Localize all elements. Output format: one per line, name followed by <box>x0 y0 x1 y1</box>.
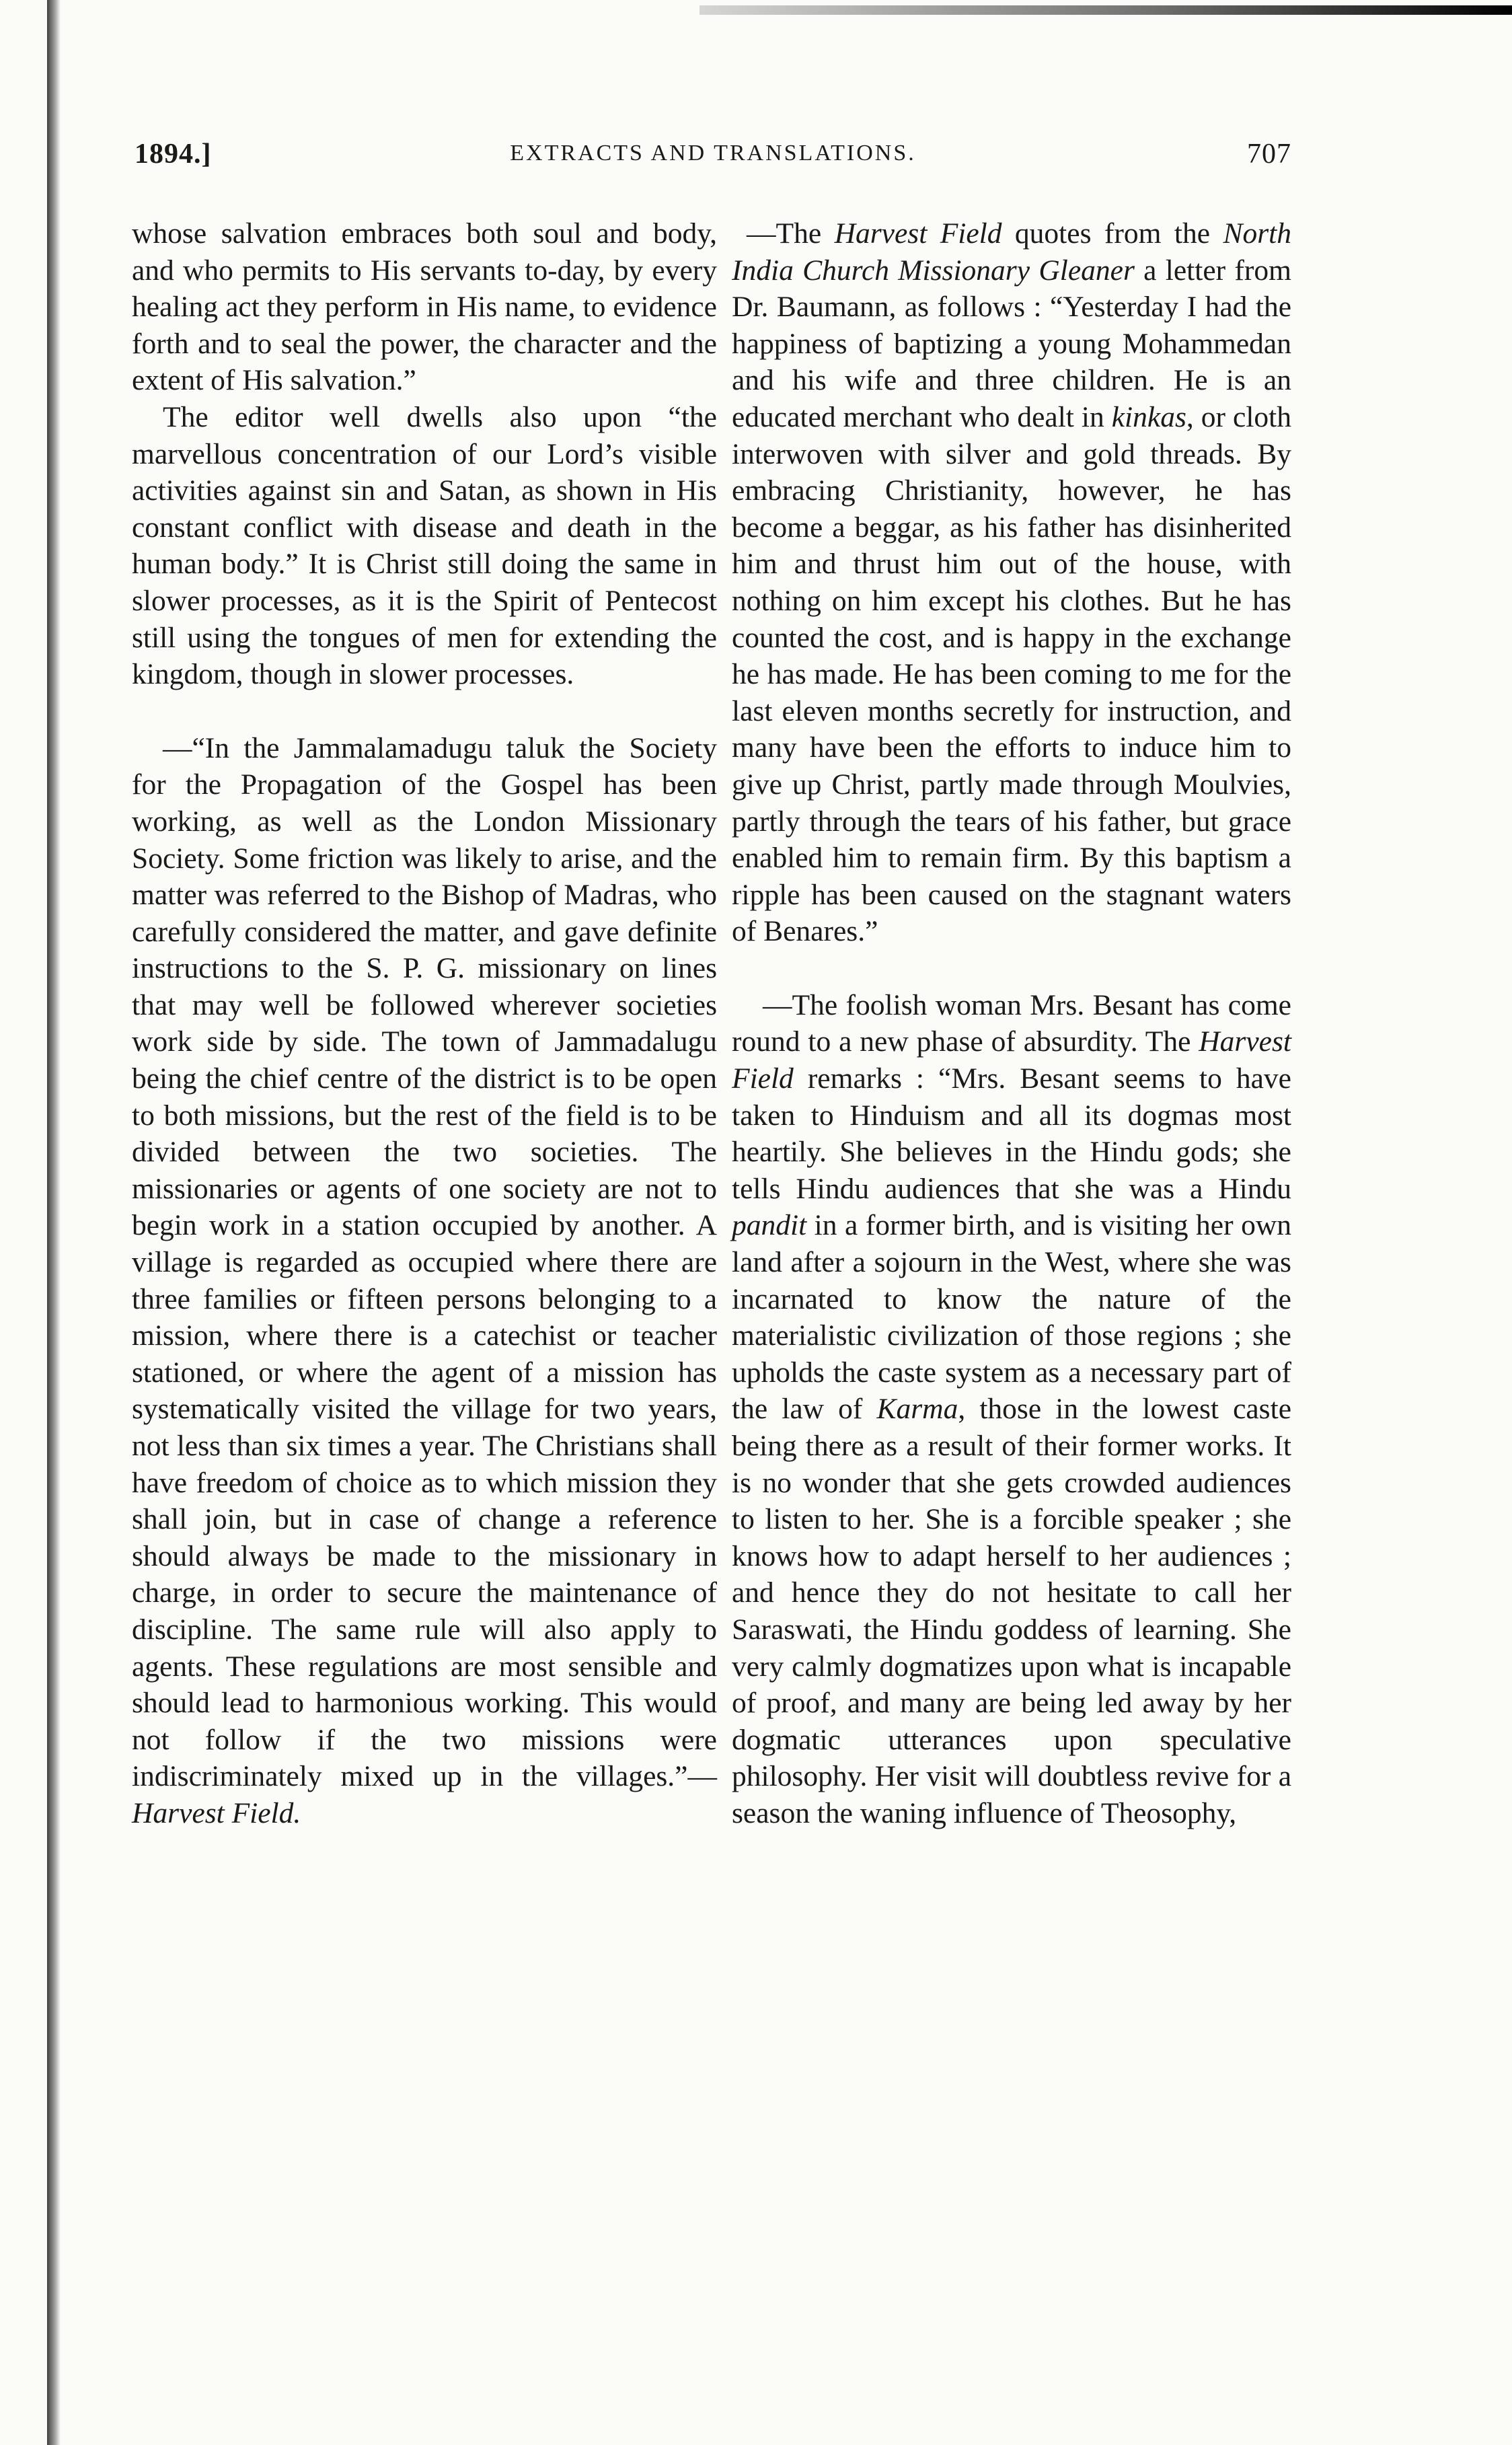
publication-title: Harvest Field <box>834 217 1002 250</box>
text-run: —The foolish woman Mrs. Besant has come round to a new phase of absurdity. The <box>732 988 1291 1058</box>
paragraph-salvation-continued: whose salvation embraces both soul and body, and who permits to His servants to-day, by every healing act they perform in His name, to evidence forth and to seal the power, the character and the extent of His salvation.” <box>132 217 717 397</box>
page-number: 707 <box>1247 139 1291 170</box>
italic-term: Karma <box>876 1393 958 1426</box>
text-run: in a former birth, and is visiting her own land after a sojourn in the West, where she was incarnated to know the nature of the materialistic civilization of those regions ; she upholds the caste system as a necessary part of the law of <box>732 1209 1291 1426</box>
left-column <box>132 215 717 1832</box>
header-year: 1894.] <box>135 139 212 170</box>
source-harvest-field: Harvest Field. <box>132 1796 301 1829</box>
italic-term: pandit <box>732 1209 807 1242</box>
paragraph-besant <box>732 987 1291 1832</box>
paragraph-baumann-letter <box>732 215 1291 950</box>
jammalamadugu-text: —“In the Jammalamadugu taluk the Society for the Propagation of the Gospel has been working, as well as the London Missionary Society. Some friction was likely to arise, and the matter was referred to the Bishop of Madras, who carefully considered the matter, and gave definite instructions to the S. P. G. missionary on lines that may well be followed wherever societies work side by side. The town of Jammadalugu being the chief centre of the district is to be open to both missions, but the rest of the field is to be divided between the two societies. The missionaries or agents of one society are not to begin work in a station occupied by another. A village is regarded as occupied where there are three families or fifteen persons belonging to a mission, where there is a catechist or teacher stationed, or where the agent of a mission has systematically visited the village for two years, not less than six times a year. The Christians shall have freedom of choice as to which mission they shall join, but in case of change a reference should always be made to the missionary in charge, in order to secure the maintenance of discipline. The same rule will also apply to agents. These regulations are most sensible and should lead to harmonious working. This would not follow if the two missions were indiscriminately mixed up in the villages.”— <box>132 731 717 1793</box>
right-column <box>732 215 1291 1832</box>
text-run: quotes from the <box>1001 217 1223 250</box>
publication-title: Harvest Field <box>732 1025 1291 1095</box>
header-title: EXTRACTS AND TRANSLATIONS. <box>510 141 916 166</box>
text-run: , or cloth interwoven with silver and gold threads. By embracing Christianity, however, he has become a beggar, as his father has disinherited him and thrust him out of the house, with nothing on him except his clothes. But he has counted the cost, and is happy in the exchange he has made. He has been coming to me for the last eleven months secretly for instruction, and many have been the efforts to induce him to give up Christ, partly made through Moulvies, partly through the tears of his father, but grace enabled him to remain firm. By this baptism a ripple has been caused on the stagnant waters of Benares.” <box>732 400 1292 948</box>
text-run: , those in the lowest caste being there as a result of their former works. It is no wonder that she gets crowded audiences to listen to her. She is a forcible speaker ; she knows how to adapt herself to her audiences ; and hence they do not hesitate to call her Saraswati, the Hindu goddess of learning. She very calmly dogmatizes upon what is incapable of proof, and many are being led away by her dogmatic utterances upon speculative philosophy. Her visit will doubtless revive for a season the waning influence of Theosophy, <box>732 1393 1292 1829</box>
paragraph-editor-dwells: The editor well dwells also upon “the marvellous concentration of our Lord’s visible activities against sin and Satan, as shown in His constant conflict with disease and death in the human body.” It is Christ still doing the same in slower processes, as it is the Spirit of Pentecost still using the tongues of men for extending the kingdom, though in slower processes. <box>132 400 717 691</box>
text-run: remarks : “Mrs. Besant seems to have taken to Hinduism and all its dogmas most heartily. She believes in the Hindu gods; she tells Hindu audiences that she was a Hindu <box>732 1062 1291 1205</box>
italic-term: kinkas <box>1111 400 1186 433</box>
publication-title: North India Church Missionary Gleaner <box>732 217 1291 287</box>
text-run: —The <box>747 217 835 250</box>
binding-shadow <box>47 0 61 2445</box>
text-run: a letter from Dr. Baumann, as follows : “Yesterday I had the happiness of baptizing a young Mohammedan and his wife and three children. He is an educated merchant who dealt in <box>732 254 1291 433</box>
top-edge-rule <box>700 5 1512 15</box>
running-head <box>135 138 1291 178</box>
paragraph-jammalamadugu <box>132 730 717 1832</box>
